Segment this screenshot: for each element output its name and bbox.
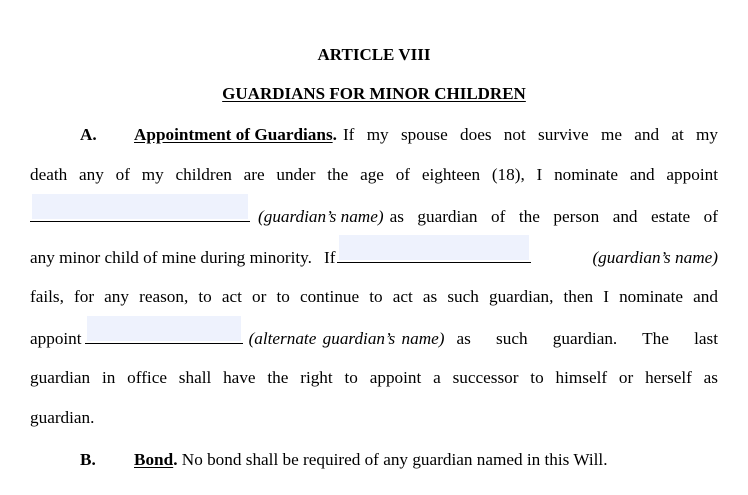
section-a-line-7: guardian in office shall have the right to appoint a successor to himself or herself as: [30, 368, 718, 387]
section-a-line-8: guardian.: [30, 408, 95, 427]
section-a-label: A.: [80, 125, 97, 144]
section-a-line-5: fails, for any reason, to act or to continue to act as such guardian, then I nominate and: [30, 287, 718, 306]
section-b-period: .: [173, 450, 178, 469]
guardian-name-field[interactable]: [30, 206, 250, 222]
section-b-line: [134, 450, 608, 470]
heading-period: .: [332, 125, 337, 144]
guardian-name-hint: (guardian’s name): [258, 207, 384, 226]
line-6-rest: as such guardian. The last: [456, 329, 718, 348]
section-a-heading-wrap: [134, 125, 337, 145]
article-heading: GUARDIANS FOR MINOR CHILDREN: [222, 84, 526, 103]
section-a-heading: Appointment of Guardians: [134, 125, 333, 144]
line-4-start: any minor child of mine during minority.: [30, 248, 312, 267]
section-a-line-2: death any of my children are under the age of eighteen (18), I nominate and appoint: [30, 165, 718, 184]
section-a-line-4: [30, 247, 718, 268]
line-4-if: If: [323, 248, 336, 267]
article-title: ARTICLE VIII: [317, 45, 431, 64]
guardian-name-repeat-hint: (guardian’s name): [592, 248, 718, 267]
section-a-line-3: [30, 206, 718, 227]
section-a-line-1: If my spouse does not survive me and at my: [342, 125, 718, 144]
section-b-heading: Bond: [134, 450, 174, 469]
section-a-line-6: [30, 328, 718, 349]
line-3-rest: as guardian of the person and estate of: [389, 207, 718, 226]
line-6-start: appoint: [30, 329, 82, 348]
section-b-label: B.: [80, 450, 96, 469]
guardian-name-repeat-field[interactable]: [337, 247, 531, 263]
section-a-first-line: [134, 125, 718, 145]
section-b-text: No bond shall be required of any guardian named in this Will.: [181, 450, 608, 469]
alternate-guardian-name-field[interactable]: [85, 328, 243, 344]
alternate-guardian-name-hint: (alternate guardian’s name): [248, 329, 445, 348]
